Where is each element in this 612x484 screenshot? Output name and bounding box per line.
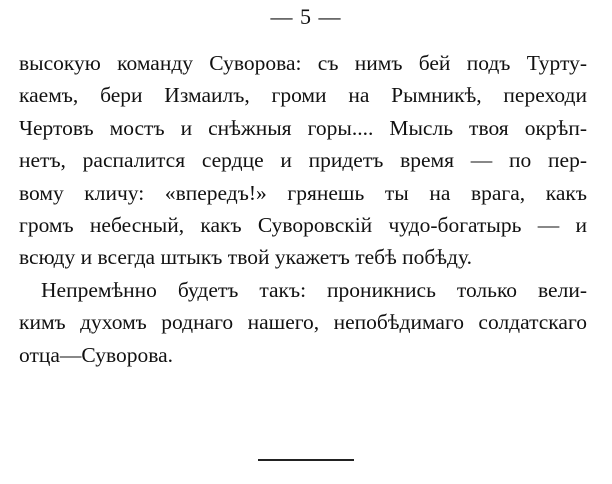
text-line: нетъ, распалится сердце и придетъ время — по пер-: [19, 148, 587, 173]
paragraph-1: [19, 47, 587, 274]
text-line: всюду и всегда штыкъ твой укажетъ тебѣ побѣду.: [19, 245, 472, 270]
text-line: кимъ духомъ роднаго нашего, непобѣдимаго солдатскаго: [19, 310, 587, 335]
text-line: высокую команду Суворова: съ нимъ бей подъ Турту-: [19, 51, 587, 75]
section-rule: [258, 459, 354, 461]
text-line: Непремѣнно будетъ такъ: проникнись только вели-: [41, 277, 587, 302]
text-line: Чертовъ мостъ и снѣжныя горы.... Мысль твоя окрѣп-: [19, 115, 587, 140]
page-number: — 5 —: [270, 4, 342, 29]
paragraph-2: [19, 274, 587, 371]
text-line: вому кличу: «впередъ!» грянешь ты на врага, какъ: [19, 180, 587, 205]
text-line: отца—Суворова.: [19, 342, 174, 367]
page-body: [19, 47, 587, 371]
text-line: громъ небесный, какъ Суворовскій чудо-богатырь — и: [19, 213, 587, 238]
text-line: каемъ, бери Измаилъ, громи на Рымникѣ, переходи: [19, 83, 587, 108]
